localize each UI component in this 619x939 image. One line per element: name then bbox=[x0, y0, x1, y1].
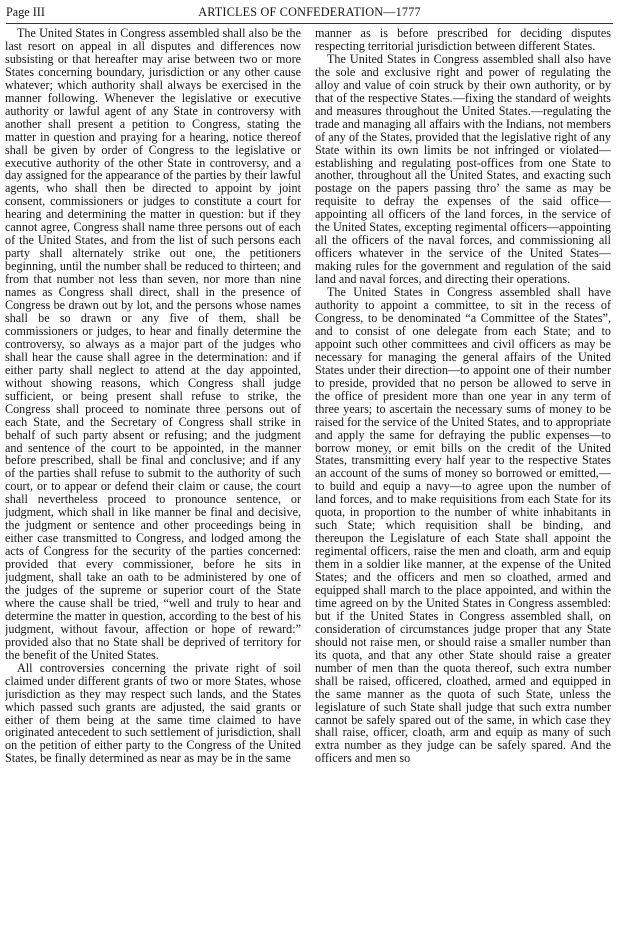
page-header bbox=[6, 4, 613, 20]
paragraph-continuation: manner as is before prescribed for deciding disputes respecting territorial jurisdiction between different States. bbox=[315, 27, 611, 53]
paragraph-appeals-disputes: The United States in Congress assembled shall also be the last resort on appeal in all disputes and differences now subsisting or that hereafter may arise between two or more States concerning boundary, jurisdiction or any other cause whatever; which authority shall always be exercised in the manner following. Whenever the legislative or executive authority or lawful agent of any State in controversy with another shall present a petition to Congress, stating the matter in question and praying for a hearing, notice thereof shall be given by order of Congress to the legislative or executive authority of the other State in controversy, and a day assigned for the appearance of the parties by their lawful agents, who shall then be directed to appoint by joint consent, commissioners or judges to constitute a court for hearing and determining the matter in question: but if they cannot agree, Congress shall name three persons out of each of the United States, and from the list of such persons each party shall alternately strike out one, the petitioners beginning, until the number shall be reduced to thirteen; and from that number not less than seven, nor more than nine names as Congress shall direct, shall in the presence of Congress be drawn out by lot, and the persons whose names shall be so drawn or any five of them, shall be commissioners or judges, to hear and finally determine the controversy, so always as a major part of the judges who shall hear the cause shall agree in the determination: and if either party shall neglect to attend at the day appointed, without showing reasons, which Congress shall judge sufficient, or being present shall refuse to strike, the Congress shall proceed to nominate three persons out of each State, and the Secretary of Congress shall strike in behalf of such party absent or refusing; and the judgment and sentence of the court to be appointed, in the manner before prescribed, shall be final and conclusive; and if any of the parties shall refuse to submit to the authority of such court, or to appear or defend their claim or cause, the court shall nevertheless proceed to pronounce sentence, or judgment, which shall in like manner be final and decisive, the judgment or sentence and other proceedings being in either case transmitted to Congress, and lodged among the acts of Congress for the security of the parties concerned: provided that every commissioner, before he sits in judgment, shall take an oath to be administered by one of the judges of the supreme or superior court of the State where the cause shall be tried, “well and truly to hear and determine the matter in question, according to the best of his judgment, without favour, affection or hope of reward:” provided also that no State shall be deprived of territory for the benefit of the United States. bbox=[5, 27, 301, 662]
right-column bbox=[315, 27, 611, 937]
paragraph-committee-of-the-states: The United States in Congress assembled shall have authority to appoint a committee, to sit in the recess of Congress, to be denominated “a Committee of the States”, and to consist of one delegate from each State; and to appoint such other committees and civil officers as may be necessary for managing the general affairs of the United States under their direction—to appoint one of their number to preside, provided that no person be allowed to serve in the office of president more than one year in any term of three years; to ascertain the necessary sums of money to be raised for the service of the United States, and to appropriate and apply the same for defraying the public expenses—to borrow money, or emit bills on the credit of the United States, transmitting every half year to the respective States an account of the sums of money so borrowed or emitted,—to build and equip a navy—to agree upon the number of land forces, and to make requisitions from each State for its quota, in proportion to the number of white inhabitants in such State; which requisition shall be binding, and thereupon the Legislature of each State shall appoint the regimental officers, raise the men and cloath, arm and equip them in a soldier like manner, at the expense of the United States; and the officers and men so cloathed, armed and equipped shall march to the place appointed, and within the time agreed on by the United States in Congress assembled: but if the United States in Congress assembled shall, on consideration of circumstances judge proper that any State should not raise men, or should raise a smaller number than its quota, and that any other State should raise a greater number of men than the quota thereof, such extra number shall be raised, officered, cloathed, armed and equipped in the same manner as the quota of such State, unless the legislature of such State shall judge that such extra number cannot be safely spared out of the same, in which case they shall raise, officer, cloath, arm and equip as many of such extra number as they judge can be safely spared. And the officers and men so bbox=[315, 285, 611, 766]
paragraph-private-right-of-soil: All controversies concerning the private right of soil claimed under different grants of two or more States, whose jurisdiction as they may respect such lands, and the States which passed such grants are adjusted, the said grants or either of them being at the same time claimed to have originated antecedent to such settlement of jurisdiction, shall on the petition of either party to the Congress of the United States, be finally determined as near as may be in the same bbox=[5, 660, 301, 766]
running-title: ARTICLES OF CONFEDERATION—1777 bbox=[198, 5, 421, 19]
paragraph-coin-and-post-offices: The United States in Congress assembled shall also have the sole and exclusive right and power of regulating the alloy and value of coin struck by their own authority, or by that of the respective States.—fixing the standard of weights and measures throughout the United States.—regulating the trade and managing all affairs with the Indians, not members of any of the States, provided that the legislative right of any State within its own limits be not infringed or violated—establishing and regulating post-offices from one State to another, throughout all the United States, and exacting such postage on the papers passing thro’ the same as may be requisite to defray the expenses of the said office—appointing all officers of the land forces, in the service of the United States, excepting regimental officers—appointing all the officers of the naval forces, and commissioning all officers whatever in the service of the United States—making rules for the government and regulation of the said land and naval forces, and directing their operations. bbox=[315, 51, 611, 287]
left-column bbox=[5, 27, 301, 937]
header-rule bbox=[6, 23, 613, 24]
page-number: Page III bbox=[6, 5, 45, 19]
